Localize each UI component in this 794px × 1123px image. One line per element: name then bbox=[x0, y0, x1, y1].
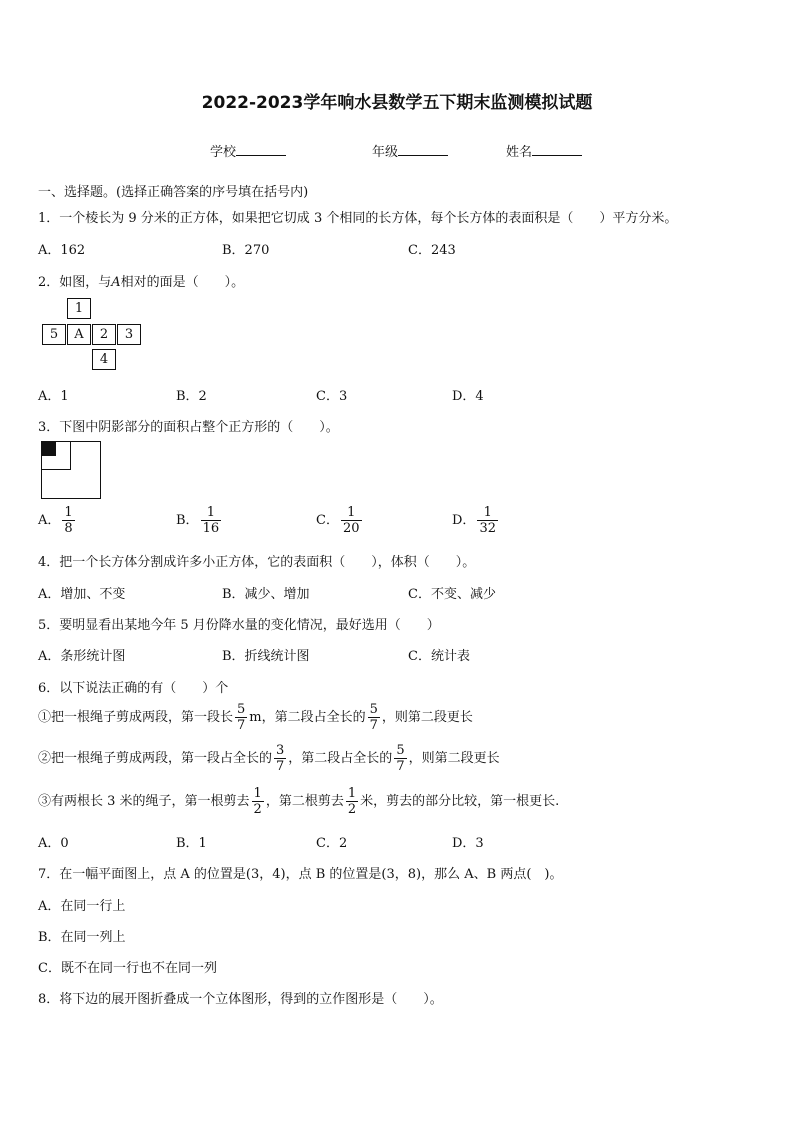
q5-text: 5．要明显看出某地今年 5 月份降水量的变化情况，最好选用（ ） bbox=[38, 618, 440, 633]
q3-fraction-d-numerator: 1 bbox=[477, 505, 498, 521]
q6-s1-a: ①把一根绳子剪成两段，第一段长 bbox=[38, 710, 234, 725]
q4-option-b[interactable]: B．减少、增加 bbox=[222, 587, 310, 602]
q8-text: 8．将下边的展开图折叠成一个立体图形，得到的立作图形是（ ）。 bbox=[38, 992, 443, 1007]
q6-s1-f1-den: 7 bbox=[237, 718, 246, 733]
q2-option-c[interactable]: C．3 bbox=[316, 389, 348, 404]
q1-option-c[interactable]: C．243 bbox=[408, 243, 456, 258]
q3-fraction-a-numerator: 1 bbox=[64, 505, 73, 520]
q5-option-b[interactable]: B．折线统计图 bbox=[222, 649, 310, 664]
q3-fraction-a bbox=[62, 505, 74, 536]
q6-statement-2 bbox=[38, 743, 500, 774]
net-cell-5: 5 bbox=[42, 324, 66, 345]
q1-option-b[interactable]: B．270 bbox=[222, 243, 270, 258]
q6-s1-b: m，第二段占全长的 bbox=[249, 710, 366, 725]
q4-option-a[interactable]: A．增加、不变 bbox=[38, 587, 126, 602]
q1-option-a[interactable]: A．162 bbox=[38, 243, 86, 258]
q6-s1-fraction-1 bbox=[235, 702, 247, 733]
q6-s1-f2-num: 5 bbox=[369, 702, 378, 717]
name-blank[interactable] bbox=[532, 143, 582, 156]
q3-fraction-d-denominator: 32 bbox=[479, 521, 496, 536]
q1-text: 1．一个棱长为 9 分米的正方体，如果把它切成 3 个相同的长方体，每个长方体的表面积是（ ）平方分米。 bbox=[38, 211, 678, 226]
net-cell-1: 1 bbox=[67, 298, 91, 319]
q3-option-c[interactable] bbox=[316, 505, 364, 536]
q7-option-a[interactable]: A．在同一行上 bbox=[38, 899, 126, 914]
q6-s2-f2-den: 7 bbox=[396, 759, 405, 774]
q6-s1-c: ，则第二段更长 bbox=[381, 710, 473, 725]
q6-option-c[interactable]: C．2 bbox=[316, 836, 348, 851]
q6-s3-fraction-2 bbox=[346, 786, 358, 817]
q6-s3-fraction-1 bbox=[252, 786, 264, 817]
q6-s3-f2-num: 1 bbox=[347, 786, 357, 801]
q5-option-a[interactable]: A．条形统计图 bbox=[38, 649, 126, 664]
grade-field[interactable] bbox=[372, 141, 448, 160]
q6-s1-fraction-2 bbox=[368, 702, 380, 733]
q3-option-a[interactable] bbox=[38, 505, 77, 536]
school-label: 学校 bbox=[210, 145, 237, 160]
q6-option-b[interactable]: B．1 bbox=[176, 836, 207, 851]
q6-s3-f1-num: 1 bbox=[253, 786, 262, 801]
q2-option-b[interactable]: B．2 bbox=[176, 389, 207, 404]
q3-option-b[interactable] bbox=[176, 505, 223, 536]
q6-s3-c: 米，剪去的部分比较，第一根更长. bbox=[360, 794, 560, 809]
shaded-square-figure bbox=[41, 441, 101, 499]
q6-s2-f2-num: 5 bbox=[396, 743, 405, 758]
q6-s3-f1-den: 2 bbox=[253, 802, 262, 817]
q3-fraction-a-denominator: 8 bbox=[64, 521, 73, 536]
q3-option-a-letter: A． bbox=[38, 513, 61, 528]
net-cell-3: 3 bbox=[117, 324, 141, 345]
grade-blank[interactable] bbox=[398, 143, 448, 156]
q3-fraction-d bbox=[477, 505, 498, 536]
q6-text: 6．以下说法正确的有（ ）个 bbox=[38, 681, 229, 696]
page-title: 2022-2023学年响水县数学五下期末监测模拟试题 bbox=[201, 93, 593, 113]
q6-s3-a: ③有两根长 3 米的绳子，第一根剪去 bbox=[38, 794, 250, 809]
section-heading: 一、选择题。(选择正确答案的序号填在括号内) bbox=[38, 185, 309, 200]
q3-fraction-c-denominator: 20 bbox=[342, 521, 360, 536]
q6-s2-c: ，则第二段更长 bbox=[408, 751, 500, 766]
name-field[interactable] bbox=[506, 141, 582, 160]
shaded-region bbox=[41, 441, 56, 456]
q2-option-d[interactable]: D．4 bbox=[452, 389, 484, 404]
q3-fraction-b-numerator: 1 bbox=[201, 505, 222, 521]
q2-text-after: 相对的面是（ ）。 bbox=[120, 275, 245, 290]
q6-s2-b: ，第二段占全长的 bbox=[288, 751, 393, 766]
q6-s2-fraction-1 bbox=[274, 743, 286, 774]
q6-s1-f2-den: 7 bbox=[369, 718, 378, 733]
q4-option-c[interactable]: C．不变、减少 bbox=[408, 587, 496, 602]
q6-option-a[interactable]: A．0 bbox=[38, 836, 69, 851]
q6-statement-1 bbox=[38, 702, 473, 733]
q3-text: 3．下图中阴影部分的面积占整个正方形的（ ）。 bbox=[38, 420, 339, 435]
q3-fraction-c-numerator: 1 bbox=[341, 505, 362, 521]
q7-option-c[interactable]: C．既不在同一行也不在同一列 bbox=[38, 961, 217, 976]
net-cell-2: 2 bbox=[92, 324, 116, 345]
q3-fraction-b-denominator: 16 bbox=[202, 521, 220, 536]
q2-letter: A bbox=[111, 275, 121, 290]
q6-statement-3 bbox=[38, 786, 559, 817]
school-field[interactable] bbox=[210, 141, 286, 160]
q3-option-b-letter: B． bbox=[176, 513, 199, 528]
q7-text: 7．在一幅平面图上，点 A 的位置是(3，4)，点 B 的位置是(3，8)，那么 A、B 两点( )。 bbox=[38, 867, 563, 882]
q6-s2-f1-den: 7 bbox=[276, 759, 285, 774]
q5-option-c[interactable]: C．统计表 bbox=[408, 649, 470, 664]
q3-option-c-letter: C． bbox=[316, 513, 339, 528]
q3-option-d-letter: D． bbox=[452, 513, 476, 528]
q6-option-d[interactable]: D．3 bbox=[452, 836, 484, 851]
q4-text: 4．把一个长方体分割成许多小正方体，它的表面积（ ），体积（ ）。 bbox=[38, 555, 476, 570]
q2-text bbox=[38, 271, 244, 290]
q2-text-before: 2．如图，与 bbox=[38, 275, 112, 290]
net-cell-a: A bbox=[67, 324, 91, 345]
q3-option-d[interactable] bbox=[452, 505, 500, 536]
grade-label: 年级 bbox=[372, 145, 399, 160]
q3-fraction-c bbox=[341, 505, 362, 536]
q6-s2-fraction-2 bbox=[394, 743, 406, 774]
name-label: 姓名 bbox=[506, 145, 533, 160]
q6-s3-f2-den: 2 bbox=[347, 802, 357, 817]
q6-s3-b: ，第二根剪去 bbox=[265, 794, 344, 809]
net-cell-4: 4 bbox=[92, 349, 116, 370]
school-blank[interactable] bbox=[236, 143, 286, 156]
q6-s2-f1-num: 3 bbox=[276, 743, 285, 758]
q7-option-b[interactable]: B．在同一列上 bbox=[38, 930, 126, 945]
q6-s2-a: ②把一根绳子剪成两段，第一段占全长的 bbox=[38, 751, 273, 766]
q3-fraction-b bbox=[201, 505, 222, 536]
q2-option-a[interactable]: A．1 bbox=[38, 389, 69, 404]
q6-s1-f1-num: 5 bbox=[237, 702, 246, 717]
